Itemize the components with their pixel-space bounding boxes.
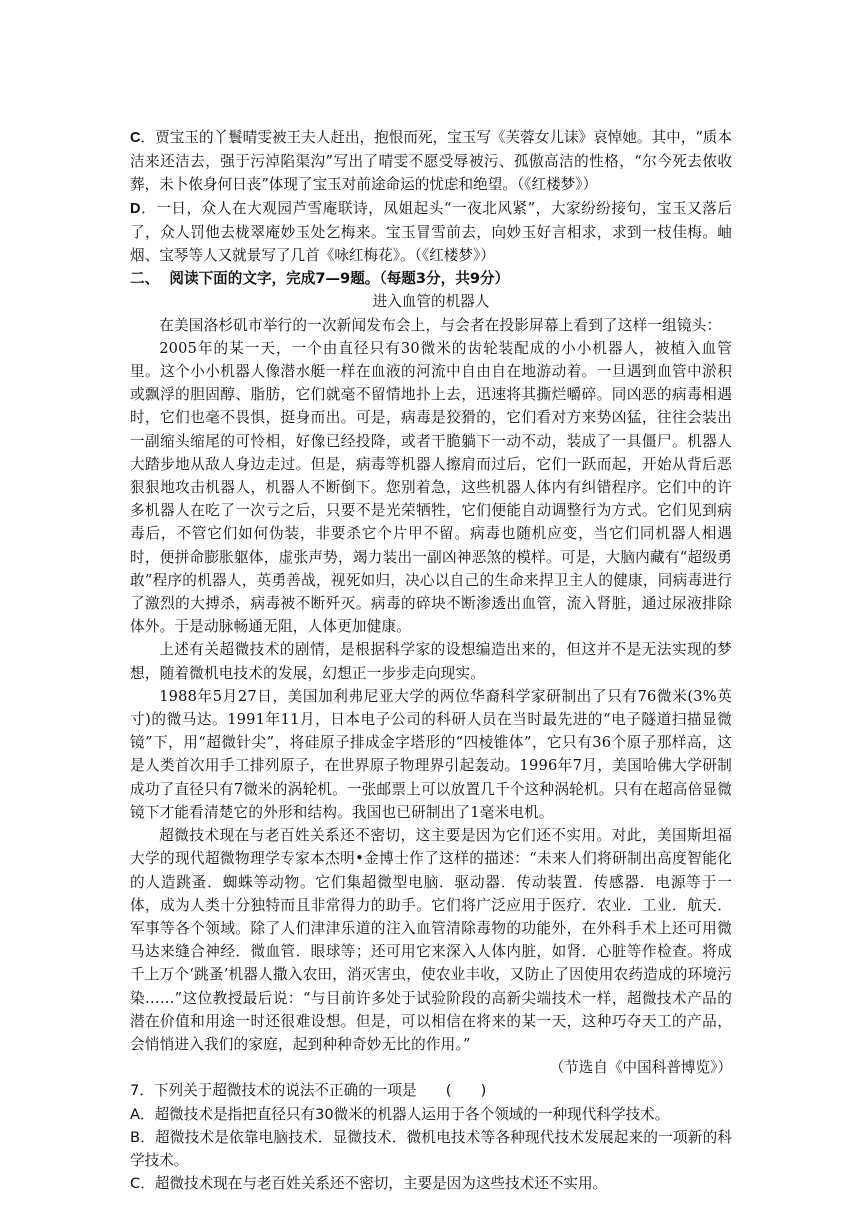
article-title: 进入血管的机器人 xyxy=(372,293,490,311)
article-paragraph-3: 上述有关超微技术的剧情，是根据科学家的设想编造出来的，但这并不是无法实现的梦想，随着微机电技术的发展，幻想正一步步走向现实。 xyxy=(130,641,732,682)
option-d-label: D xyxy=(130,200,141,217)
document-page xyxy=(130,126,732,1195)
option-c xyxy=(130,126,732,197)
question-stem: 7．下列关于超微技术的说法不正确的一项是 ( ) xyxy=(130,1082,487,1100)
option-c-label: C xyxy=(130,130,141,146)
article-source: （节选自《中国科普博览》） xyxy=(549,1059,732,1077)
section-number: 二、 xyxy=(130,270,160,288)
article-paragraph-1: 在美国洛杉矶市举行的一次新闻发布会上，与会者在投影屏幕上看到了这样一组镜头： xyxy=(159,316,722,334)
option-d xyxy=(130,197,732,268)
section-heading xyxy=(130,267,732,290)
option-d-text: ．一日，众人在大观园芦雪庵联诗，凤姐起头“一夜北风紧”，大家纷纷接句，宝玉又落后了，众人罚他去栊翠庵妙玉处乞梅来。宝玉冒雪前去，向妙玉好言相求，求到一枝佳梅。岫烟、宝琴等人又就景写了几首《咏红梅花》。（《红楼梦》） xyxy=(130,199,732,265)
option-c-text: ．贾宝玉的丫鬟晴雯被王夫人赶出，抱恨而死，宝玉写《芙蓉女儿诔》哀悼她。其中，“质本洁来还洁去，强于污淖陷渠沟”写出了晴雯不愿受辱被污、孤傲高洁的性格，“尔今死去侬收葬，未卜侬身何日丧”体现了宝玉对前途命运的忧虑和绝望。（《红楼梦》） xyxy=(130,129,732,194)
article-paragraph-5: 超微技术现在与老百姓关系还不密切，这主要是因为它们还不实用。对此，美国斯坦福大学的现代超微物理学专家本杰明•金博士作了这样的描述：“未来人们将研制出高度智能化的人造跳蚤．蜘蛛等动物。它们集超微型电脑．驱动器．传动装置．传感器．电源等于一体，成为人类十分独特而且非常得力的助手。它们将广泛应用于医疗．农业．工业．航天．军事等各个领域。除了人们津津乐道的注入血管清除毒物的功能外，在外科手术上还可用微马达来缝合神经．微血管．眼球等；还可用它来深入人体内脏，如肾．心脏等作检查。将成千上万个‘跳蚤’机器人撒入农田，消灭害虫，使农业丰收，又防止了因使用农药造成的环境污染……”这位教授最后说：“与目前许多处于试验阶段的高新尖端技术一样，超微技术产品的潜在价值和用途一时还很难设想。但是，可以相信在将来的某一天，这种巧夺天工的产品，会悄悄进入我们的家庭，起到种种奇妙无比的作用。” xyxy=(130,827,732,1053)
article-paragraph-2: 2005年的某一天，一个由直径只有30微米的齿轮装配成的小小机器人，被植入血管里。这个小小机器人像潜水艇一样在血液的河流中自由自在地游动着。一旦遇到血管中淤积或飘浮的胆固醇、脂肪，它们就毫不留情地扑上去，迅速将其撕烂嚼碎。同凶恶的病毒相遇时，它们也毫不畏惧，挺身而出。可是，病毒是狡猾的，它们看对方来势凶猛，往往会装出一副缩头缩尾的可怜相，好像已经投降，或者干脆躺下一动不动，装成了一具僵尸。机器人大踏步地从敌人身边走过。但是，病毒等机器人擦肩而过后，它们一跃而起，开始从背后恶狠狠地攻击机器人，机器人不断倒下。您别着急，这些机器人体内有纠错程序。它们中的许多机器人在吃了一次亏之后，只要不是光荣牺牲，它们便能自动调整行为方式。它们见到病毒后，不管它们如何伪装，非要杀它个片甲不留。病毒也随机应变，当它们同机器人相遇时，便拼命膨胀躯体，虚张声势，竭力装出一副凶神恶煞的模样。可是，大脑内藏有“超级勇敢”程序的机器人，英勇善战，视死如归，决心以自己的生命来捍卫主人的健康，同病毒进行了激烈的大搏杀，病毒被不断歼灭。病毒的碎块不断渗透出血管，流入肾脏，通过尿液排除体外。于是动脉畅通无阻，人体更加健康。 xyxy=(130,339,732,636)
question-option-a: A．超微技术是指把直径只有30微米的机器人运用于各个领域的一种现代科学技术。 xyxy=(130,1105,670,1123)
question-option-c: C．超微技术现在与老百姓关系还不密切，主要是因为这些技术还不实用。 xyxy=(130,1175,608,1193)
section-instruction: 阅读下面的文字，完成7—9题。（每题3分，共9分） xyxy=(169,270,510,288)
question-option-b: B．超微技术是依靠电脑技术．显微技术．微机电技术等各种现代技术发展起来的一项新的科学技术。 xyxy=(130,1128,732,1169)
article-paragraph-4: 1988年5月27日，美国加利弗尼亚大学的两位华裔科学家研制出了只有76微米(3%英寸)的微马达。1991年11月，日本电子公司的科研人员在当时最先进的“电子隧道扫描显微镜”下，用“超微针尖”，将硅原子排成金字塔形的“四棱锥体”，它只有36个原子那样高，这是人类首次用手工排列原子，在世界原子物理界引起轰动。1996年7月，美国哈佛大学研制成功了直径只有7微米的涡轮机。一张邮票上可以放置几千个这种涡轮机。只有在超高倍显微镜下才能看清楚它的外形和结构。我国也已研制出了1毫米电机。 xyxy=(130,687,732,821)
